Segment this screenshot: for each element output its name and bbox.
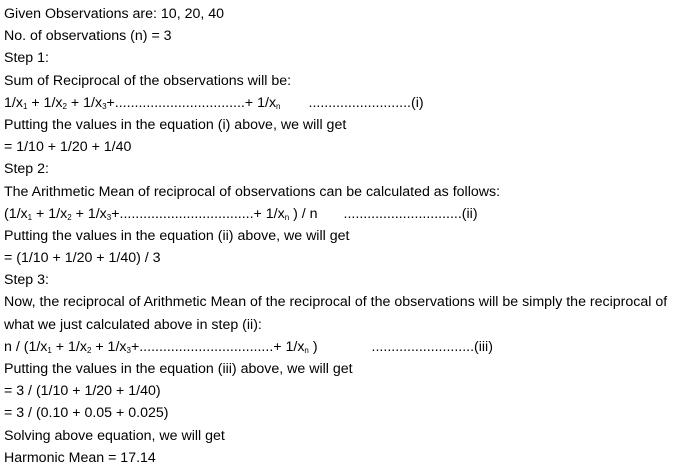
given-observations: Given Observations are: 10, 20, 40 bbox=[4, 6, 225, 22]
eq-term: + 1/x bbox=[66, 94, 103, 111]
step3-substitution: Putting the values in the equation (iii) above, we will get bbox=[4, 361, 353, 378]
eq-term: +..................................+ 1/x bbox=[111, 205, 285, 222]
eq-term: +..................................+ 1/x bbox=[130, 338, 305, 355]
eq-term: n / (1/x bbox=[4, 338, 48, 355]
eq-subscript: 3 bbox=[102, 101, 107, 111]
eq-term: 1/x bbox=[4, 94, 23, 111]
eq-term: + 1/x bbox=[27, 94, 63, 111]
harmonic-mean-result: Harmonic Mean = 17.14 bbox=[4, 449, 156, 466]
step3-description: Now, the reciprocal of Arithmetic Mean of the reciprocal of the observations will be simply the reciprocal of what we just calculated above in step (ii): bbox=[4, 294, 668, 333]
observation-count: No. of observations (n) = 3 bbox=[4, 28, 172, 45]
eq-term: + 1/x bbox=[71, 205, 107, 222]
eq-term: (1/x bbox=[4, 205, 28, 222]
eq-subscript: 2 bbox=[67, 212, 72, 222]
equation-ii bbox=[4, 203, 696, 225]
step1-description: Sum of Reciprocal of the observations will be: bbox=[4, 72, 292, 89]
eq-subscript: n bbox=[276, 101, 281, 111]
step1-substitution: Putting the values in the equation (i) above, we will get bbox=[4, 116, 347, 133]
step2-description: The Arithmetic Mean of reciprocal of observations can be calculated as follows: bbox=[4, 183, 501, 200]
eq-subscript: 1 bbox=[27, 212, 33, 222]
step3-value-1: = 3 / (1/10 + 1/20 + 1/40) bbox=[4, 383, 161, 400]
eq-term: + 1/x bbox=[91, 338, 127, 355]
eq-term: + 1/x bbox=[51, 338, 87, 355]
eq-tag: ..........................(iii) bbox=[371, 338, 493, 355]
eq-term: ) / n bbox=[289, 205, 318, 222]
step2-value: = (1/10 + 1/20 + 1/40) / 3 bbox=[4, 250, 161, 267]
step1-title: Step 1: bbox=[4, 50, 49, 67]
eq-subscript: 2 bbox=[62, 101, 67, 111]
step3-title: Step 3: bbox=[4, 272, 49, 289]
eq-subscript: n bbox=[304, 345, 309, 355]
step2-substitution: Putting the values in the equation (ii) above, we will get bbox=[4, 227, 350, 244]
document-body bbox=[4, 3, 696, 469]
eq-term: + 1/x bbox=[32, 205, 68, 222]
equation-iii bbox=[4, 336, 696, 358]
equation-i bbox=[4, 92, 696, 114]
step3-value-2: = 3 / (0.10 + 0.05 + 0.025) bbox=[4, 405, 169, 422]
step2-title: Step 2: bbox=[4, 161, 49, 178]
eq-subscript: 1 bbox=[22, 101, 28, 111]
eq-subscript: 3 bbox=[106, 212, 112, 222]
eq-term: ) bbox=[308, 338, 318, 355]
eq-subscript: 2 bbox=[86, 345, 92, 355]
step1-value: = 1/10 + 1/20 + 1/40 bbox=[4, 139, 132, 156]
eq-tag: ..............................(ii) bbox=[343, 205, 478, 222]
eq-subscript: 1 bbox=[47, 345, 52, 355]
eq-subscript: 3 bbox=[126, 345, 131, 355]
eq-term: +.................................+ 1/x bbox=[106, 94, 277, 111]
eq-subscript: n bbox=[284, 212, 290, 222]
solving-line: Solving above equation, we will get bbox=[4, 427, 225, 444]
eq-tag: ..........................(i) bbox=[308, 94, 424, 111]
